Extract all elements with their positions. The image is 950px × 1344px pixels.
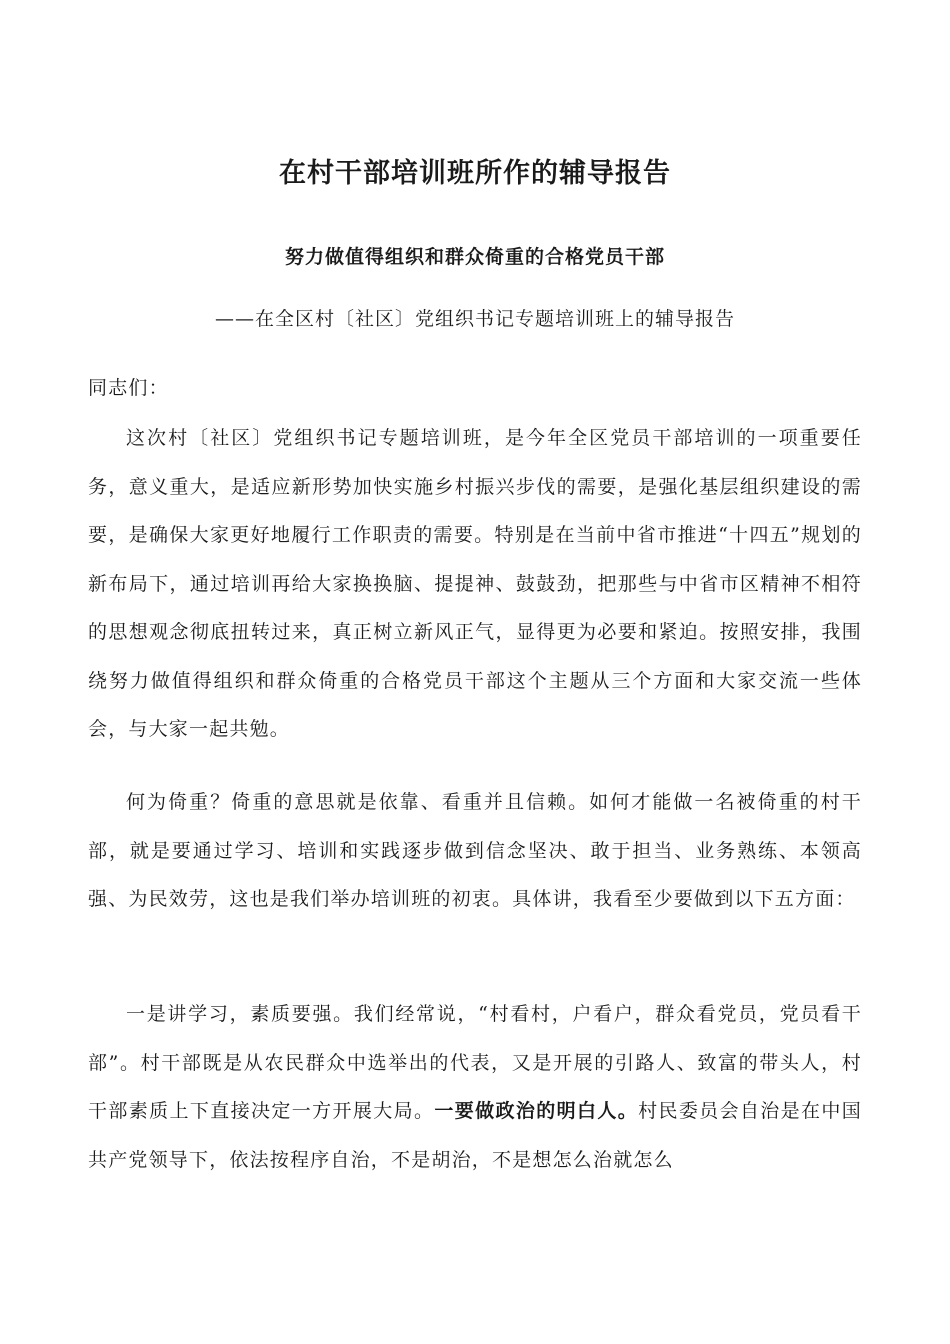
document-subtitle: 努力做值得组织和群众倚重的合格党员干部 — [284, 246, 665, 268]
document-title: 在村干部培训班所作的辅导报告 — [279, 158, 671, 189]
document-subheading: ——在全区村〔社区〕党组织书记专题培训班上的辅导报告 — [214, 308, 735, 330]
paragraph-intro: 这次村〔社区〕党组织书记专题培训班，是今年全区党员干部培训的一项重要任务，意义重大，是适应新形势加快实施乡村振兴步伐的需要，是强化基层组织建设的需要，是确保大家更好地履行工作职责的需要。特别是在当前中省市推进“十四五”规划的新布局下，通过培训再给大家换换脑、提提神、鼓鼓劲，把那些与中省市区精神不相符的思想观念彻底扭转过来，真正树立新风正气，显得更为必要和紧迫。按照安排，我围绕努力做值得组织和群众倚重的合格党员干部这个主题从三个方面和大家交流一些体会，与大家一起共勉。 — [88, 427, 862, 740]
paragraph-study-bold: 一要做政治的明白人。 — [434, 1100, 639, 1122]
paragraph-study-text: 一是讲学习，素质要强。我们经常说，“村看村，户看户，群众看党员，党员看干部”。村干部既是从农民群众中选举出的代表，又是开展的引路人、致富的带头人，村干部素质上下直接决定一方开展大局。 — [88, 1003, 862, 1122]
paragraph-study-text-continued: 村民委员会自治是在中国共产党领导下，依法按程序自治，不是胡治，不是想怎么治就怎么 — [88, 1100, 863, 1171]
greeting: 同志们： — [88, 377, 169, 399]
paragraph-study — [88, 990, 862, 1184]
paragraph-definition: 何为倚重？倚重的意思就是依靠、看重并且信赖。如何才能做一名被倚重的村干部，就是要通过学习、培训和实践逐步做到信念坚决、敢于担当、业务熟练、本领高强、为民效劳，这也是我们举办培训班的初衷。具体讲，我看至少要做到以下五方面： — [88, 791, 862, 910]
